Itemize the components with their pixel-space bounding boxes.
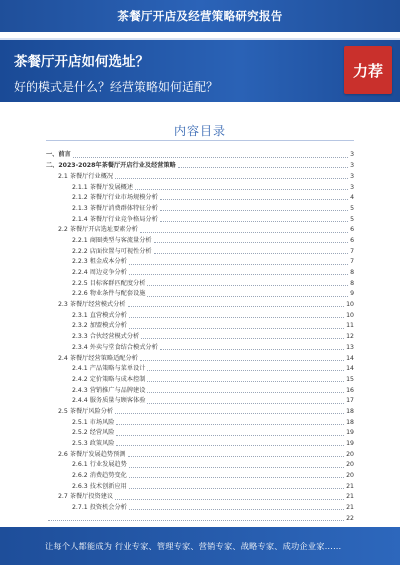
- toc-leader-dots: [129, 467, 344, 468]
- toc-entry[interactable]: [46, 479, 354, 490]
- toc-entry-page: 19: [346, 429, 354, 437]
- toc-entry-label: 2.3.3 合伙经营模式分析: [72, 333, 140, 341]
- toc-entry[interactable]: [46, 201, 354, 212]
- toc-leader-dots: [160, 221, 348, 222]
- toc-entry-label: 2.7.1 投资机会分析: [72, 504, 127, 512]
- toc-entry-label: 2.4 茶餐厅经营策略适配分析: [58, 354, 138, 362]
- toc-entry-page: 7: [350, 258, 354, 266]
- toc-entry-label: 2.1.2 茶餐厅行业市场规模分析: [72, 194, 158, 202]
- toc-entry-page: 20: [346, 461, 354, 469]
- toc-entry-label: 2.4.4 服务质量与顾客体验: [72, 397, 146, 405]
- toc-leader-dots: [116, 445, 344, 446]
- toc-entry-page: 5: [350, 204, 354, 212]
- toc-entry-page: 3: [350, 151, 354, 159]
- toc-leader-dots: [160, 210, 348, 211]
- toc-entry-page: 18: [346, 418, 354, 426]
- toc-entry-label: 2.5.3 政策风险: [72, 440, 115, 448]
- toc-leader-dots: [129, 509, 344, 510]
- toc-entry-page: 13: [346, 343, 354, 351]
- toc-entry[interactable]: [46, 437, 354, 448]
- toc-entry[interactable]: [46, 234, 354, 245]
- toc-entry-page: 6: [350, 226, 354, 234]
- toc-leader-dots: [129, 264, 348, 265]
- toc-entry-label: 2.4.2 定价策略与成本控制: [72, 375, 146, 383]
- toc-leader-dots: [115, 413, 344, 414]
- toc-entry-page: 20: [346, 450, 354, 458]
- toc-entry-label: 2.4.1 产品策略与菜单设计: [72, 365, 146, 373]
- toc-entry-label: 2.2.2 店面位置与可视性分析: [72, 247, 152, 255]
- toc-entry[interactable]: [46, 223, 354, 234]
- toc-leader-dots: [147, 392, 344, 393]
- hero-panel: [0, 38, 400, 102]
- toc-title: 内容目录: [173, 124, 226, 138]
- top-banner: [0, 0, 400, 32]
- toc-entry-label: 2.6.2 消费趋势变化: [72, 472, 127, 480]
- toc-entry-page: 9: [350, 290, 354, 298]
- toc-entry-page: 6: [350, 236, 354, 244]
- toc-entry-label: 2.6.1 行业发展趋势: [72, 461, 127, 469]
- toc-entry-label: 2.1.1 茶餐厅发展概述: [72, 183, 134, 191]
- toc-entry[interactable]: [46, 330, 354, 341]
- table-of-contents: [46, 148, 354, 522]
- toc-entry[interactable]: [46, 148, 354, 159]
- toc-entry-label: 2.7 茶餐厅投资建议: [58, 493, 114, 501]
- toc-entry[interactable]: [46, 458, 354, 469]
- toc-leader-dots: [147, 403, 344, 404]
- toc-entry[interactable]: [46, 490, 354, 501]
- toc-entry[interactable]: [46, 191, 354, 202]
- toc-leader-dots: [140, 360, 344, 361]
- hero-subtitle: 好的模式是什么？经营策略如何适配？: [14, 80, 219, 94]
- toc-entry[interactable]: [46, 469, 354, 480]
- brand-text: 力荐: [352, 61, 383, 80]
- toc-leader-dots: [48, 520, 344, 521]
- toc-leader-dots: [115, 499, 344, 500]
- toc-entry-label: 2.3.4 外卖与堂食结合模式分析: [72, 343, 158, 351]
- toc-entry-page: 8: [350, 269, 354, 277]
- toc-entry-page: 14: [346, 365, 354, 373]
- toc-entry-label: 2.4.3 营销推广与品牌建设: [72, 386, 146, 394]
- toc-entry-label: 2.2.5 目标客群匹配度分析: [72, 279, 146, 287]
- toc-entry[interactable]: [46, 169, 354, 180]
- toc-entry-page: 19: [346, 440, 354, 448]
- toc-entry[interactable]: [46, 319, 354, 330]
- toc-entry[interactable]: [46, 415, 354, 426]
- toc-entry-label: 二、2023-2028年茶餐厅开店行业及经营策略: [46, 162, 176, 170]
- toc-entry[interactable]: [46, 394, 354, 405]
- toc-entry-page: 5: [350, 215, 354, 223]
- toc-leader-dots: [129, 328, 344, 329]
- toc-entry-label: 2.2.3 租金成本分析: [72, 258, 127, 266]
- toc-entry-label: 2.1.4 茶餐厅行业竞争格局分析: [72, 215, 158, 223]
- toc-leader-dots: [160, 349, 344, 350]
- toc-entry[interactable]: [46, 298, 354, 309]
- toc-entry-page: 11: [346, 322, 354, 330]
- toc-entry[interactable]: [46, 405, 354, 416]
- toc-entry-page: 21: [346, 482, 354, 490]
- toc-leader-dots: [129, 477, 344, 478]
- toc-entry-page: 8: [350, 279, 354, 287]
- toc-entry-label: 2.5.2 经营风险: [72, 429, 115, 437]
- toc-leader-dots: [147, 381, 344, 382]
- toc-entry[interactable]: [46, 372, 354, 383]
- toc-leader-dots: [116, 424, 344, 425]
- toc-entry-page: 12: [346, 333, 354, 341]
- toc-entry-label: 2.3.1 直营模式分析: [72, 311, 127, 319]
- toc-entry-page: 21: [346, 504, 354, 512]
- toc-entry[interactable]: [46, 383, 354, 394]
- toc-entry-page: 10: [346, 311, 354, 319]
- hero-title: 茶餐厅开店如何选址？: [14, 54, 149, 70]
- toc-entry-label: 2.6 茶餐厅发展趋势预测: [58, 450, 126, 458]
- toc-entry-page: 7: [350, 247, 354, 255]
- banner-title: 茶餐厅开店及经营策略研究报告: [117, 9, 283, 23]
- toc-entry-label: 2.5 茶餐厅风险分析: [58, 407, 114, 415]
- toc-entry-page: 4: [350, 194, 354, 202]
- toc-entry[interactable]: [46, 340, 354, 351]
- toc-leader-dots: [135, 189, 348, 190]
- toc-entry-label: 2.2.4 周边竞争分析: [72, 269, 127, 277]
- toc-entry-page: 14: [346, 354, 354, 362]
- toc-entry[interactable]: [46, 362, 354, 373]
- toc-entry-page: 3: [350, 183, 354, 191]
- toc-entry-label: 2.6.3 技术创新应用: [72, 482, 127, 490]
- toc-leader-dots: [129, 274, 348, 275]
- toc-entry-page: 22: [346, 514, 354, 522]
- toc-entry-page: 20: [346, 472, 354, 480]
- toc-entry[interactable]: [46, 287, 354, 298]
- toc-leader-dots: [128, 306, 345, 307]
- toc-entry-label: 2.5.1 市场风险: [72, 418, 115, 426]
- toc-entry-page: 16: [346, 386, 354, 394]
- toc-entry-label: 2.2 茶餐厅开店选址要素分析: [58, 226, 138, 234]
- toc-entry[interactable]: [46, 308, 354, 319]
- toc-leader-dots: [73, 157, 348, 158]
- toc-entry-label: 2.3 茶餐厅经营模式分析: [58, 301, 126, 309]
- footer-text: 让每个人都能成为 行业专家、管理专家、营销专家、战略专家、成功企业家……: [45, 540, 342, 551]
- toc-entry[interactable]: [46, 351, 354, 362]
- toc-leader-dots: [154, 253, 348, 254]
- toc-leader-dots: [129, 317, 344, 318]
- toc-entry-label: 2.1.3 茶餐厅消费群体特征分析: [72, 204, 158, 212]
- toc-entry-page: 10: [346, 301, 354, 309]
- toc-entry[interactable]: [46, 266, 354, 277]
- toc-entry-label: 2.3.2 加盟模式分析: [72, 322, 127, 330]
- toc-entry-label: 2.2.6 物业条件与配套设施: [72, 290, 146, 298]
- toc-entry[interactable]: [46, 255, 354, 266]
- brand-badge: [344, 46, 392, 94]
- toc-divider: [46, 140, 354, 141]
- toc-entry[interactable]: [46, 426, 354, 437]
- toc-entry[interactable]: [46, 447, 354, 458]
- toc-leader-dots: [147, 296, 348, 297]
- toc-entry[interactable]: [46, 159, 354, 170]
- toc-leader-dots: [128, 456, 345, 457]
- toc-leader-dots: [140, 232, 348, 233]
- toc-leader-dots: [147, 370, 344, 371]
- toc-entry[interactable]: [46, 511, 354, 522]
- toc-leader-dots: [160, 199, 348, 200]
- footer-banner: [0, 527, 400, 565]
- toc-entry-label: 2.2.1 商圈类型与客流量分析: [72, 236, 152, 244]
- toc-entry[interactable]: [46, 244, 354, 255]
- toc-entry-page: 3: [350, 162, 354, 170]
- toc-entry-label: 一、前言: [46, 151, 71, 159]
- toc-entry[interactable]: [46, 501, 354, 512]
- toc-leader-dots: [154, 242, 348, 243]
- toc-entry[interactable]: [46, 180, 354, 191]
- toc-entry[interactable]: [46, 212, 354, 223]
- toc-entry-page: 17: [346, 397, 354, 405]
- toc-leader-dots: [129, 488, 344, 489]
- toc-entry-page: 21: [346, 493, 354, 501]
- toc-entry-page: 18: [346, 407, 354, 415]
- toc-leader-dots: [116, 435, 344, 436]
- toc-entry-label: 2.1 茶餐厅行业概况: [58, 172, 114, 180]
- toc-entry-page: 3: [350, 172, 354, 180]
- toc-leader-dots: [147, 285, 348, 286]
- toc-leader-dots: [115, 178, 348, 179]
- toc-leader-dots: [178, 167, 348, 168]
- toc-entry[interactable]: [46, 276, 354, 287]
- toc-entry-page: 15: [346, 375, 354, 383]
- toc-leader-dots: [141, 338, 344, 339]
